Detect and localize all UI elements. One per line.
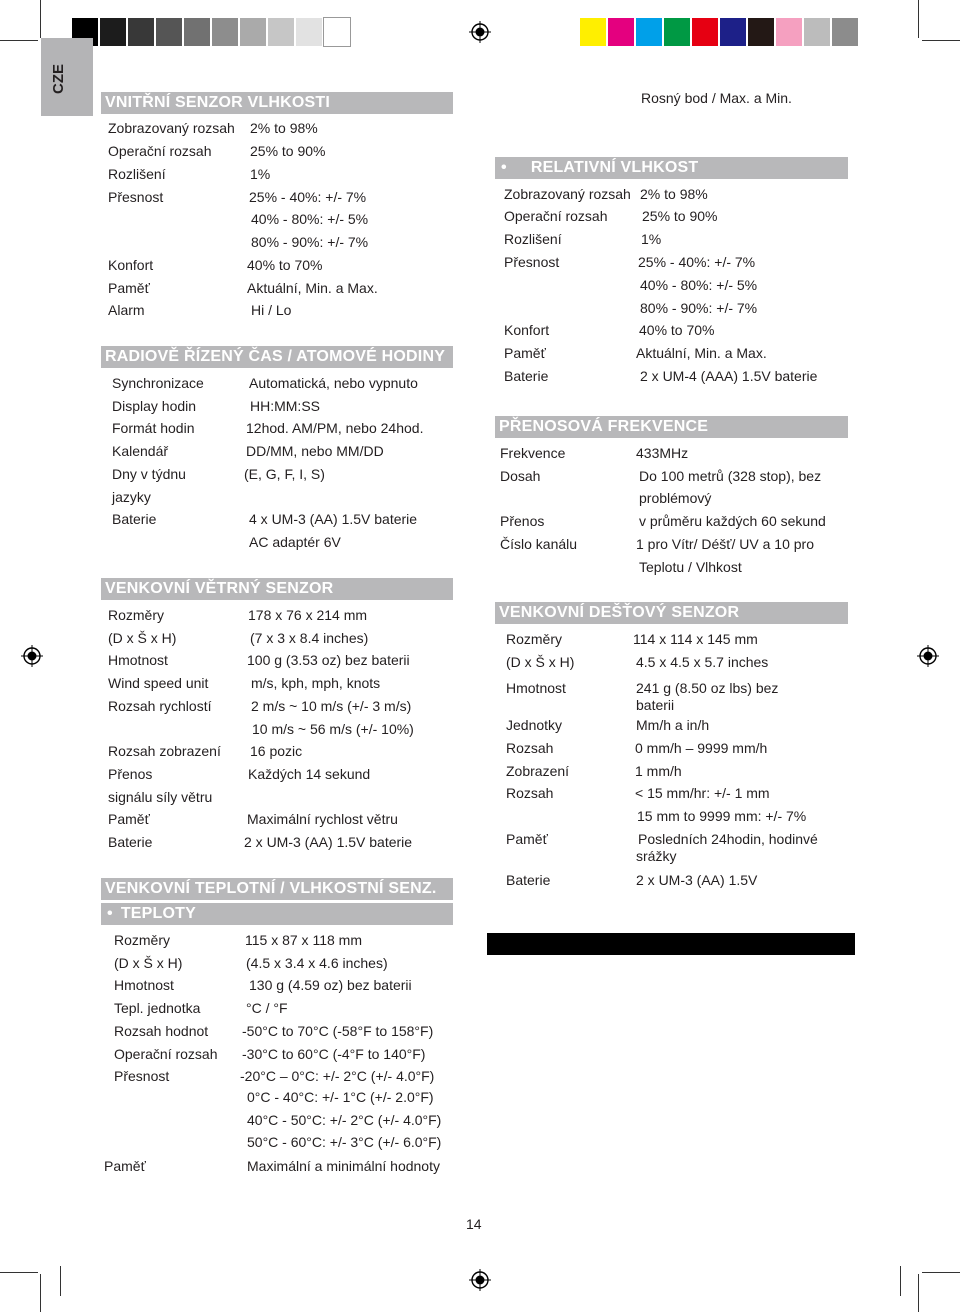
spec-value: AC adaptér 6V <box>249 534 341 550</box>
spec-value: 25% to 90% <box>250 143 326 159</box>
color-swatch <box>832 18 858 46</box>
spec-label: Dny v týdnu <box>112 466 186 482</box>
spec-label: Rozlišení <box>108 166 166 182</box>
spec-value: DD/MM, nebo MM/DD <box>246 443 384 459</box>
spec-label: Konfort <box>108 257 154 273</box>
spec-label: Rozměry <box>506 631 563 647</box>
section-header-wind-sensor: VENKOVNÍ VĚTRNÝ SENZOR <box>101 578 453 600</box>
crop-mark <box>918 0 919 38</box>
spec-label: signálu síly větru <box>108 789 213 805</box>
spec-label: (D x Š x H) <box>114 955 183 971</box>
spec-value: v průměru každých 60 sekund <box>639 513 826 529</box>
section-header-indoor-humidity: VNITŘNÍ SENZOR VLHKOSTI <box>101 92 453 114</box>
color-swatch <box>664 18 690 46</box>
spec-value: baterii <box>636 697 675 713</box>
spec-value: HH:MM:SS <box>250 398 320 414</box>
color-swatch <box>608 18 634 46</box>
spec-label: Alarm <box>108 302 145 318</box>
spec-label: Přenos <box>108 766 153 782</box>
spec-label: Číslo kanálu <box>500 536 578 552</box>
dew-point-text: Rosný bod / Max. a Min. <box>641 90 792 106</box>
section-subheader-temperature <box>101 903 453 925</box>
spec-label: Rozsah <box>506 740 554 756</box>
spec-value: 2% to 98% <box>640 186 708 202</box>
color-swatch <box>296 18 322 46</box>
spec-value: 15 mm to 9999 mm: +/- 7% <box>637 808 807 824</box>
spec-value: Teplotu / Vlhkost <box>639 559 742 575</box>
spec-value: 25% - 40%: +/- 7% <box>638 254 756 270</box>
section-header-relative-humidity <box>495 157 848 179</box>
spec-value: 40% to 70% <box>247 257 323 273</box>
spec-label: Synchronizace <box>112 375 204 391</box>
spec-value: 100 g (3.53 oz) bez baterii <box>247 652 410 668</box>
spec-label: Dosah <box>500 468 541 484</box>
spec-label: (D x Š x H) <box>108 630 177 646</box>
spec-label: Hmotnost <box>114 977 174 993</box>
crop-mark <box>922 40 960 41</box>
color-swatch <box>240 18 266 46</box>
color-swatch <box>268 18 294 46</box>
spec-label: Kalendář <box>112 443 169 459</box>
color-swatch <box>748 18 774 46</box>
spec-label: Formát hodin <box>112 420 195 436</box>
spec-value: (4.5 x 3.4 x 4.6 inches) <box>246 955 388 971</box>
spec-value: (7 x 3 x 8.4 inches) <box>250 630 369 646</box>
spec-label: Operační rozsah <box>504 208 608 224</box>
spec-value: 80% - 90%: +/- 7% <box>251 234 369 250</box>
section-header-thermo-hygro: VENKOVNÍ TEPLOTNÍ / VLHKOSTNÍ SENZ. <box>101 878 453 900</box>
registration-mark-icon <box>469 21 491 43</box>
spec-label: Zobrazení <box>506 763 570 779</box>
spec-value: 433MHz <box>636 445 689 461</box>
color-swatch <box>720 18 746 46</box>
spec-value: Aktuální, Min. a Max. <box>247 280 378 296</box>
spec-value: 16 pozic <box>250 743 303 759</box>
spec-value: 0°C - 40°C: +/- 1°C (+/- 2.0°F) <box>247 1089 434 1105</box>
spec-value: 241 g (8.50 oz lbs) bez <box>636 680 779 696</box>
spec-value: 1 mm/h <box>635 763 682 779</box>
spec-label: Hmotnost <box>108 652 168 668</box>
crop-mark <box>40 0 41 38</box>
spec-value: °C / °F <box>246 1000 288 1016</box>
spec-value: 2% to 98% <box>250 120 318 136</box>
spec-value: Maximální a minimální hodnoty <box>247 1158 440 1174</box>
spec-label: Rozměry <box>108 607 165 623</box>
spec-value: 4.5 x 4.5 x 5.7 inches <box>636 654 769 670</box>
spec-label: Přenos <box>500 513 545 529</box>
spec-value: 40% to 70% <box>639 322 715 338</box>
spec-value: 1% <box>250 166 271 182</box>
spec-label: Přesnost <box>504 254 560 270</box>
spec-value: Automatická, nebo vypnuto <box>249 375 418 391</box>
spec-value: m/s, kph, mph, knots <box>251 675 381 691</box>
spec-label: Paměť <box>104 1158 146 1174</box>
spec-value: 0 mm/h – 9999 mm/h <box>635 740 768 756</box>
spec-value: -50°C to 70°C (-58°F to 158°F) <box>242 1023 434 1039</box>
spec-value: 25% to 90% <box>642 208 718 224</box>
crop-mark <box>40 1274 41 1312</box>
color-swatch <box>128 18 154 46</box>
spec-label: Baterie <box>506 872 551 888</box>
section-header-rain-sensor: VENKOVNÍ DEŠŤOVÝ SENZOR <box>495 602 848 624</box>
registration-mark-icon <box>469 1269 491 1291</box>
spec-value: 50°C - 60°C: +/- 3°C (+/- 6.0°F) <box>247 1134 442 1150</box>
spec-value: 2 x UM-4 (AAA) 1.5V baterie <box>640 368 818 384</box>
registration-mark-icon <box>21 645 43 667</box>
color-swatch <box>636 18 662 46</box>
spec-value: srážky <box>636 848 677 864</box>
color-swatch <box>776 18 802 46</box>
spec-value: 178 x 76 x 214 mm <box>248 607 368 623</box>
header-label: RELATIVNÍ VLHKOST <box>530 159 699 176</box>
spec-label: Baterie <box>112 511 157 527</box>
spec-label: Rozsah rychlostí <box>108 698 212 714</box>
color-swatch <box>184 18 210 46</box>
spec-value: 10 m/s ~ 56 m/s (+/- 10%) <box>252 721 414 737</box>
spec-label: Rozsah hodnot <box>114 1023 209 1039</box>
spec-label: Konfort <box>504 322 550 338</box>
crop-mark <box>918 1274 919 1312</box>
spec-value: 12hod. AM/PM, nebo 24hod. <box>246 420 424 436</box>
spec-value: 1 pro Vítr/ Déšť/ UV a 10 pro <box>636 536 814 552</box>
spec-value: < 15 mm/hr: +/- 1 mm <box>635 785 770 801</box>
spec-label: Frekvence <box>500 445 566 461</box>
bullet: • <box>501 159 507 176</box>
spec-value: Hi / Lo <box>251 302 292 318</box>
spec-value: problémový <box>639 490 712 506</box>
crop-mark <box>900 1266 901 1296</box>
spec-value: Mm/h a in/h <box>636 717 710 733</box>
spec-value: 1% <box>641 231 662 247</box>
crop-mark <box>922 1272 960 1273</box>
spec-label: Hmotnost <box>506 680 566 696</box>
spec-label: Přesnost <box>108 189 164 205</box>
spec-label: Rozlišení <box>504 231 562 247</box>
section-header-radio-clock: RADIOVĚ ŘÍZENÝ ČAS / ATOMOVÉ HODINY <box>101 346 453 368</box>
spec-label: Zobrazovaný rozsah <box>108 120 235 136</box>
spec-value: Každých 14 sekund <box>248 766 371 782</box>
color-swatch <box>212 18 238 46</box>
crop-mark <box>0 40 38 41</box>
spec-label: Operační rozsah <box>108 143 212 159</box>
spec-label: (D x Š x H) <box>506 654 575 670</box>
spec-value: 2 m/s ~ 10 m/s (+/- 3 m/s) <box>251 698 412 714</box>
color-swatch <box>804 18 830 46</box>
language-tab <box>41 38 93 116</box>
color-swatch <box>580 18 606 46</box>
bullet: • <box>107 905 113 922</box>
page-number: 14 <box>466 1216 482 1232</box>
crop-mark <box>0 1272 38 1273</box>
spec-value: 114 x 114 x 145 mm <box>633 631 758 647</box>
spec-value: Maximální rychlost větru <box>247 811 398 827</box>
spec-label: Baterie <box>108 834 153 850</box>
black-bar <box>487 933 855 955</box>
spec-label: Paměť <box>108 811 150 827</box>
spec-value: 2 x UM-3 (AA) 1.5V baterie <box>244 834 413 850</box>
section-header-transmission: PŘENOSOVÁ FREKVENCE <box>495 416 848 438</box>
spec-label: Tepl. jednotka <box>114 1000 201 1016</box>
spec-label: jazyky <box>112 489 151 505</box>
spec-value: -30°C to 60°C (-4°F to 140°F) <box>242 1046 426 1062</box>
spec-label: Rozsah zobrazení <box>108 743 221 759</box>
spec-label: Paměť <box>506 831 548 847</box>
color-swatch <box>692 18 718 46</box>
spec-value: 130 g (4.59 oz) bez baterii <box>249 977 412 993</box>
crop-mark <box>60 1266 61 1296</box>
language-tab-label: CZE <box>50 64 67 94</box>
spec-label: Paměť <box>108 280 150 296</box>
spec-value: Do 100 metrů (328 stop), bez <box>639 468 822 484</box>
spec-value: Aktuální, Min. a Max. <box>636 345 767 361</box>
spec-value: 115 x 87 x 118 mm <box>245 932 362 948</box>
spec-value: -20°C – 0°C: +/- 2°C (+/- 4.0°F) <box>240 1068 435 1084</box>
color-swatch <box>324 18 350 46</box>
spec-label: Wind speed unit <box>108 675 209 691</box>
spec-value: 2 x UM-3 (AA) 1.5V <box>636 872 758 888</box>
spec-value: Posledních 24hodin, hodinvé <box>638 831 818 847</box>
spec-label: Přesnost <box>114 1068 170 1084</box>
color-swatch <box>100 18 126 46</box>
spec-value: 25% - 40%: +/- 7% <box>249 189 367 205</box>
spec-label: Paměť <box>504 345 546 361</box>
spec-label: Rozsah <box>506 785 554 801</box>
spec-value: 40°C - 50°C: +/- 2°C (+/- 4.0°F) <box>247 1112 442 1128</box>
spec-label: Baterie <box>504 368 549 384</box>
spec-label: Rozměry <box>114 932 171 948</box>
spec-label: Zobrazovaný rozsah <box>504 186 631 202</box>
spec-value: 4 x UM-3 (AA) 1.5V baterie <box>249 511 418 527</box>
spec-value: (E, G, F, I, S) <box>244 466 325 482</box>
subheader-label: TEPLOTY <box>120 905 196 922</box>
color-swatch <box>156 18 182 46</box>
spec-label: Display hodin <box>112 398 197 414</box>
spec-value: 40% - 80%: +/- 5% <box>251 211 369 227</box>
spec-value: 40% - 80%: +/- 5% <box>640 277 758 293</box>
registration-mark-icon <box>917 645 939 667</box>
spec-value: 80% - 90%: +/- 7% <box>640 300 758 316</box>
spec-label: Operační rozsah <box>114 1046 218 1062</box>
spec-label: Jednotky <box>506 717 563 733</box>
